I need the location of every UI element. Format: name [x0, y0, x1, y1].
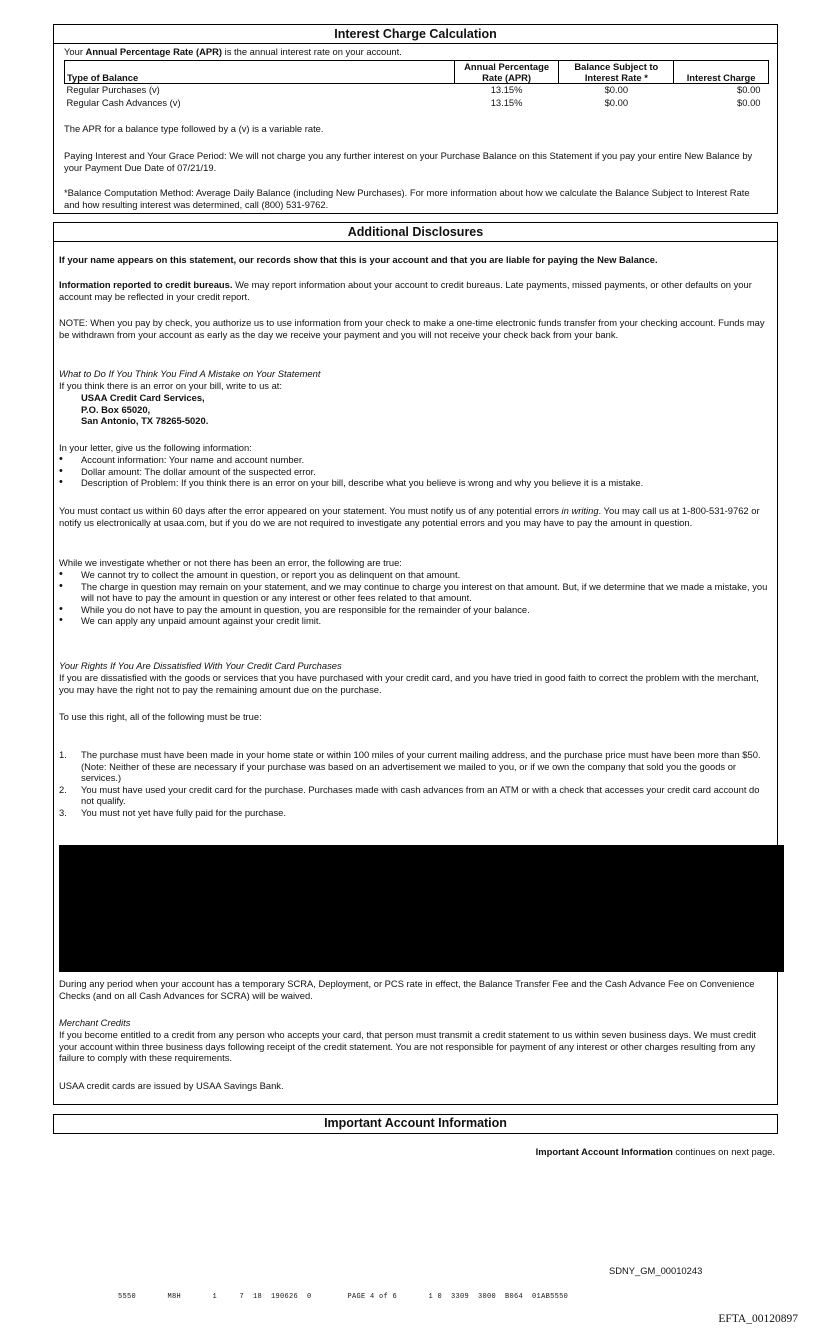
col-type-header: Type of Balance: [65, 61, 455, 84]
variable-rate-note: The APR for a balance type followed by a (v) is a variable rate.: [64, 123, 324, 134]
row-charge: $0.00: [737, 84, 761, 95]
disclosures-title: Additional Disclosures: [54, 223, 777, 242]
investigate-list: [59, 569, 769, 627]
list-item: • We can apply any unpaid amount against your credit limit.: [59, 615, 769, 627]
grace-period-note: Paying Interest and Your Grace Period: We will not charge you any further interest on your Purchase Balance on this Statement if you pay your entire New Balance by your Payment Due Date of 07/21/19.: [64, 150, 753, 173]
investigate-intro: While we investigate whether or not there has been an error, the following are true:: [59, 557, 402, 568]
rights-use-intro: To use this right, all of the following must be true:: [59, 711, 262, 722]
letter-info-list: [59, 454, 769, 489]
col-balance-header: Balance Subject to Interest Rate *: [559, 61, 674, 84]
bates-number-efta: EFTA_00120897: [718, 1313, 798, 1325]
redaction-block: [59, 845, 784, 972]
table-row: [65, 84, 769, 98]
contact-deadline-paragraph: You must contact us within 60 days after the error appeared on your statement. You must notify us of any potential errors in writing. You may call us at 1-800-531-9762 or notify us electronically at usaa.com, but if you do we are not required to investigate any potential errors and you may have to pay the amount in question.: [59, 505, 760, 528]
check-payment-note: NOTE: When you pay by check, you authorize us to use information from your check to make a one-time electronic funds transfer from your checking account. Funds may be withdrawn from your account as early as the day we receive your payment and you will not receive your check back from your bank.: [59, 317, 765, 340]
row-apr: 13.15%: [490, 84, 523, 95]
rights-paragraph: If you are dissatisfied with the goods or services that you have purchased with your credit card, and you have tried in good faith to correct the problem with the merchant, you may have the right not to pay the remaining amount due on the purchase.: [59, 672, 759, 695]
row-type: Regular Purchases (v): [66, 84, 160, 95]
col-charge-header: Interest Charge: [674, 61, 769, 84]
merchant-credits-paragraph: If you become entitled to a credit from any person who accepts your card, that person must transmit a credit statement to us within seven business days. We must credit your account within three business days following receipt of the credit statement. You are not responsible for payment of any interest or other charges resulting from any failure to comply with these requirements.: [59, 1029, 757, 1064]
interest-section-title: Interest Charge Calculation: [54, 25, 777, 44]
additional-disclosures-section: [53, 222, 778, 1105]
bates-number-sdny: SDNY_GM_00010243: [609, 1265, 703, 1276]
apr-table: [64, 60, 769, 110]
row-apr: 13.15%: [490, 97, 523, 108]
list-item: 2. You must have used your credit card for the purchase. Purchases made with cash advances from an ATM or with a check that accesses your credit card account do not qualify.: [59, 783, 760, 807]
list-item: • Account information: Your name and account number.: [59, 454, 769, 466]
list-item: • Description of Problem: If you think there is an error on your bill, describe what you believe is wrong and why you believe it is a mistake.: [59, 477, 769, 489]
rights-conditions-list: [59, 749, 769, 819]
issuer-statement: USAA credit cards are issued by USAA Savings Bank.: [59, 1080, 284, 1091]
address-line: USAA Credit Card Services,: [81, 392, 205, 403]
rights-heading: Your Rights If You Are Dissatisfied With Your Credit Card Purchases: [59, 660, 342, 671]
continues-note: Important Account Information continues on next page.: [535, 1146, 775, 1157]
table-row: [65, 97, 769, 110]
list-item: 3. You must not yet have fully paid for the purchase.: [59, 806, 286, 818]
list-item: • While you do not have to pay the amount in question, you are responsible for the remainder of your balance.: [59, 604, 769, 616]
balance-method-note: *Balance Computation Method: Average Daily Balance (including New Purchases). For more information about how we calculate the Balance Subject to Interest Rate and how resulting interest was determined, call (800) 531-9762.: [64, 187, 750, 210]
scra-paragraph: During any period when your account has a temporary SCRA, Deployment, or PCS rate in effect, the Balance Transfer Fee and the Cash Advance Fee on Convenience Checks (and on all Cash Advances for SCRA) will be waived.: [59, 978, 755, 1001]
mistake-heading: What to Do If You Think You Find A Mistake on Your Statement: [59, 368, 321, 379]
important-account-info-section: [53, 1114, 778, 1134]
letter-intro: In your letter, give us the following information:: [59, 442, 252, 453]
merchant-credits-heading: Merchant Credits: [59, 1017, 131, 1028]
list-item: • Dollar amount: The dollar amount of the suspected error.: [59, 466, 769, 478]
list-item: • We cannot try to collect the amount in question, or report you as delinquent on that amount.: [59, 569, 769, 581]
address-line: P.O. Box 65020,: [81, 403, 151, 415]
liability-statement: If your name appears on this statement, our records show that this is your account and that you are liable for paying the New Balance.: [59, 254, 658, 265]
address-line: San Antonio, TX 78265-5020.: [81, 415, 209, 427]
apr-intro: Your Annual Percentage Rate (APR) is the annual interest rate on your account.: [64, 46, 402, 57]
credit-bureau-paragraph: Information reported to credit bureaus. We may report information about your account to credit bureaus. Late payments, missed payments, or other defaults on your account may be reflected in your credit report.: [59, 279, 752, 302]
statement-code-line: 5550 M8H 1 7 18 190626 0 PAGE 4 of 6 1 0 3309 3000 B064 01AB5550: [118, 1293, 569, 1301]
row-type: Regular Cash Advances (v): [66, 97, 181, 108]
mistake-intro: If you think there is an error on your bill, write to us at:: [59, 380, 283, 391]
row-balance: $0.00: [604, 84, 629, 95]
interest-charge-section: [53, 24, 778, 214]
row-charge: $0.00: [737, 97, 761, 108]
col-apr-header: Annual Percentage Rate (APR): [454, 61, 559, 84]
account-info-title: Important Account Information: [324, 1116, 507, 1130]
mailing-address: [59, 392, 769, 427]
list-item: 1. The purchase must have been made in your home state or within 100 miles of your current mailing address, and the purchase price must have been more than $50. (Note: Neither of these are necessary if your purchase was based on an advertisement we mailed to you, or if we own the company that sold you the goods or services.): [59, 749, 761, 784]
list-item: • The charge in question may remain on your statement, and we may continue to charge you interest on that amount. But, if we determine that we made a mistake, you will not have to pay the amount in question or any interest or other fees related to that amount.: [59, 581, 769, 604]
row-balance: $0.00: [604, 97, 629, 108]
